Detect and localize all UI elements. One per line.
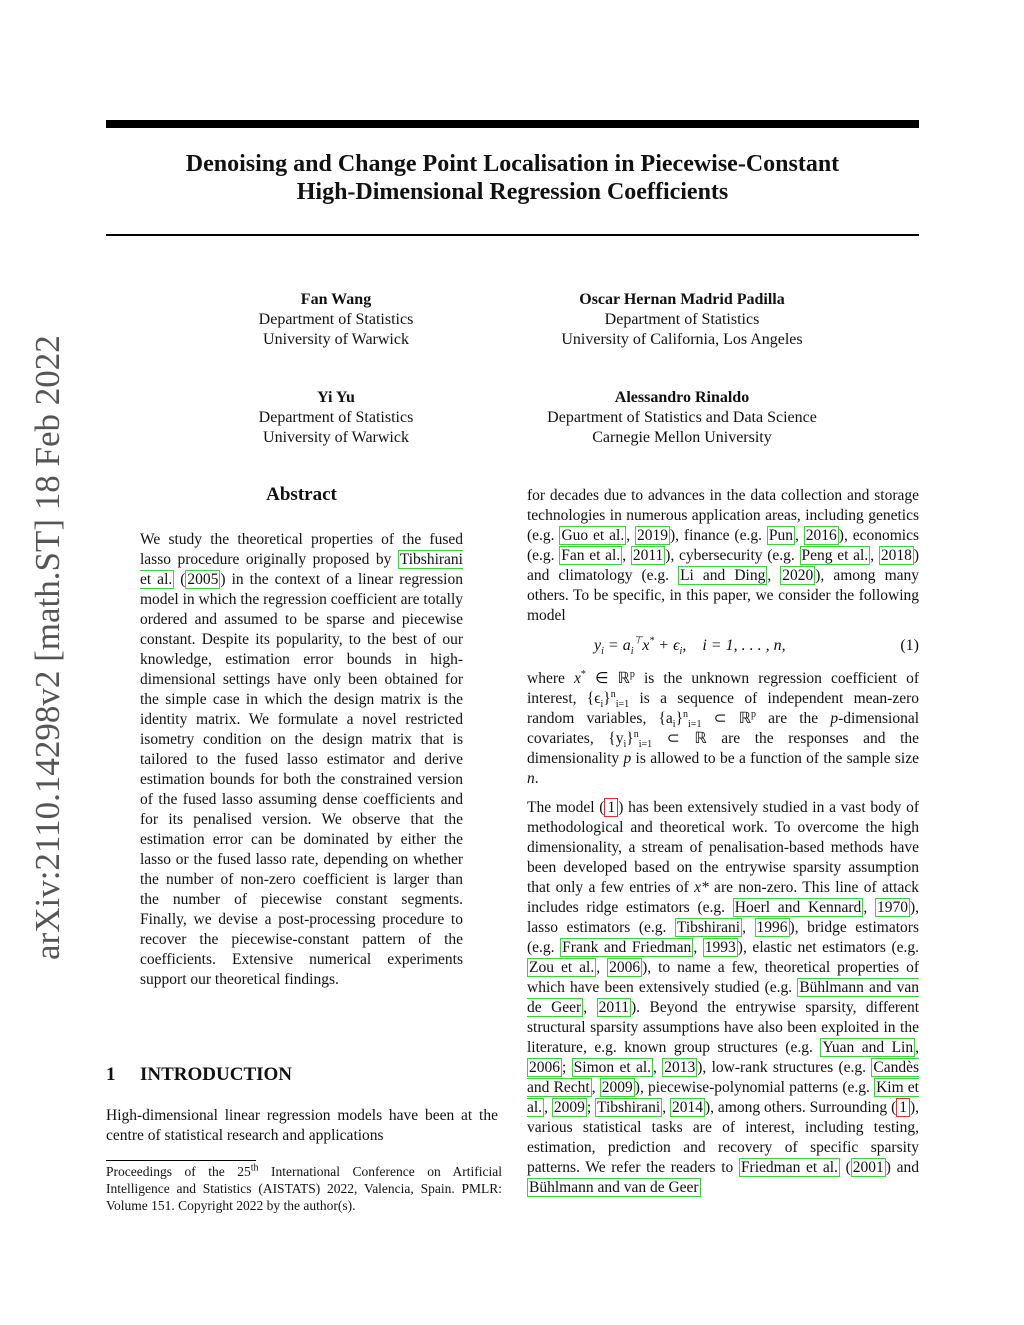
author-inst: University of California, Los Angeles — [561, 331, 803, 348]
body-text: ), among many others. To be specific, in this paper, we consider the following model — [527, 567, 920, 624]
paper-title — [106, 150, 919, 206]
citation-link[interactable]: Kim et al. — [527, 1079, 919, 1116]
citation-link[interactable]: Simon et al. — [573, 1059, 652, 1076]
citation-year-link[interactable]: 2018 — [880, 547, 912, 564]
title-line-1: Denoising and Change Point Localisation in Piecewise-Constant — [185, 151, 840, 177]
abstract-body: We study the theoretical properties of the fused lasso procedure originally proposed by Tibshirani et al. ( 2005 ) in the context of a linear regression model in which the regression coefficient are totally ordered and assumed to be sparse and piecewise constant. Despite its popularity, to the best of our knowledge, estimation error bounds in high-dimensional settings have only been obtained for the simple case in which the design matrix is the identity matrix. We formulate a novel restricted isometry condition on the design matrix that is tailored to the fused lasso estimator and derive estimation bounds for both the constrained version of the fused lasso assuming dense coefficients and for its penalised version. We observe that the estimation error can be dominated by either the lasso or the fused lasso rate, depending on whether the number of non-zero coefficient is larger than the number of piecewise constant segments. Finally, we devise a post-processing procedure to recover the piecewise-constant pattern of the coefficients. Extensive numerical experiments support our theoretical findings. — [140, 531, 463, 988]
footnote-rule — [106, 1160, 256, 1161]
body-text: ), finance (e.g. — [669, 527, 767, 544]
citation-year-link[interactable]: 2001 — [852, 1159, 884, 1176]
footnote-sup: th — [250, 1162, 259, 1174]
citation-year-link[interactable]: 1996 — [756, 919, 788, 936]
author-dept: Department of Statistics — [604, 311, 760, 328]
body-text: ), economics (e.g. — [527, 527, 920, 564]
citation-year-link[interactable]: 1993 — [704, 939, 736, 956]
footnote-text: Proceedings of the 25 — [106, 1164, 251, 1179]
citation-link[interactable]: Tibshirani — [676, 919, 741, 936]
col2-paragraph-1: for decades due to advances in the data collection and storage technologies in numerous application areas, including genetics (e.g. Guo et al. , 2019 ), finance (e.g. Pun , 2016 ), economics (e.g. Fan et al. , 2011 ), cybersecurity (e.g. Peng et al. , 2018 ) and climatology (e.g. Li and Ding , 2020 ), among many others. To be specific, in this paper, we consider the following model — [527, 487, 920, 624]
author-block — [512, 290, 852, 350]
citation-link[interactable]: Frank and Friedman — [562, 939, 692, 956]
citation-year-link[interactable]: 2014 — [672, 1099, 703, 1116]
citation-year-link[interactable]: 1970 — [876, 899, 908, 916]
citation-link[interactable]: Bühlmann and van de Geer — [527, 979, 919, 1016]
citation-year-link[interactable]: 2013 — [664, 1059, 696, 1076]
footnote-text: International Conference on Artificial Intelligence and Statistics (AISTATS) 2022, Valencia, Spain. PMLR: Volume 151. Copyright 2022 by the author(s). — [106, 1164, 502, 1213]
abstract-text: We study the theoretical properties of the fused lasso procedure originally proposed by — [140, 531, 463, 568]
author-name: Yi Yu — [317, 389, 355, 406]
citation-link[interactable]: Guo et al. — [561, 527, 625, 544]
author-dept: Department of Statistics and Data Science — [547, 409, 817, 426]
title-line-2: High-Dimensional Regression Coefficients — [296, 179, 729, 205]
citation-link[interactable]: Friedman et al. — [740, 1159, 838, 1176]
author-inst: University of Warwick — [263, 331, 409, 348]
equation-1 — [527, 637, 919, 659]
section-title: INTRODUCTION — [140, 1064, 293, 1085]
citation-year-link[interactable]: 2020 — [782, 567, 814, 584]
citation-link[interactable]: Fan et al. — [561, 547, 621, 564]
citation-link[interactable]: Bühlmann and van de Geer — [529, 1179, 699, 1196]
citation-link[interactable]: Li and Ding — [680, 567, 766, 584]
citation-year-link[interactable]: 2011 — [598, 999, 630, 1016]
body-text: for decades due to advances in the data collection and storage technologies in numerous application areas, including genetics (e.g. — [527, 487, 919, 544]
author-name: Fan Wang — [300, 291, 372, 308]
equation-body: $y_i = a_i^⊤x^* + \epsilon_i$, i = 1, . . . , n, — [594, 635, 786, 658]
equation-number: (1) — [900, 637, 919, 654]
author-name: Alessandro Rinaldo — [614, 389, 750, 406]
citation-year-link[interactable]: 2006 — [529, 1059, 560, 1076]
abstract-heading: Abstract — [266, 484, 337, 505]
title-bottom-rule — [106, 234, 919, 236]
body-text: ) and climatology (e.g. — [527, 547, 920, 584]
citation-year-link[interactable]: 2006 — [609, 959, 641, 976]
intro-paragraph: High-dimensional linear regression models have been at the centre of statistical research and applications — [106, 1107, 498, 1144]
author-name: Oscar Hernan Madrid Padilla — [579, 291, 785, 308]
citation-link[interactable]: Candès and Recht — [527, 1059, 920, 1096]
citation-year-link[interactable]: 2005 — [187, 571, 219, 588]
col2-paragraph-2: where x* ∈ ℝ$^p$ is the unknown regression coefficient of interest, $\{\epsilon_i\}^n_{i=1}$ is a sequence of independent mean-zero random variables, $\{a_i\}^n_{i=1}$ ⊂ ℝ$^p$ are the p-dimensional covariates, $\{y_i\}^n_{i=1}$ ⊂ ℝ are the responses and the dimensionality p is allowed to be a function of the sample size n. — [527, 668, 920, 787]
author-block — [186, 388, 486, 448]
author-dept: Department of Statistics — [258, 409, 414, 426]
citation-link[interactable]: Peng et al. — [801, 547, 869, 564]
equation-ref-link[interactable]: 1 — [604, 798, 618, 817]
section-number: 1 — [106, 1064, 116, 1085]
citation-link[interactable]: Tibshirani et al. — [140, 551, 463, 588]
author-inst: University of Warwick — [263, 429, 409, 446]
arxiv-sidebar-id: arXiv:2110.14298v2 [math.ST] 18 Feb 2022 — [28, 335, 67, 960]
citation-year-link[interactable]: 2009 — [601, 1079, 633, 1096]
citation-link[interactable]: Tibshirani — [597, 1099, 661, 1116]
citation-year-link[interactable]: 2011 — [632, 547, 664, 564]
col2-paragraph-3: The model ( 1 ) has been extensively studied in a vast body of methodological and theoretical work. To overcome the high dimensionality, a stream of penalisation-based methods have been developed based on the entrywise sparsity assumption that only a few entries of x* are non-zero. This line of attack includes ridge estimators (e.g. Hoerl and Kennard , 1970 ), lasso estimators (e.g. Tibshirani , 1996 ), bridge estimators (e.g. Frank and Friedman , 1993 ), elastic net estimators (e.g. Zou et al. , 2006 ), to name a few, theoretical properties of which have been extensively studied (e.g. Bühlmann and van de Geer , 2011 ). Beyond the entrywise sparsity, different structural sparsity assumptions have also been exploited in the literature, e.g. known group structures (e.g. Yuan and Lin , 2006 ; Simon et al. , 2013 ), low-rank structures (e.g. Candès and Recht , 2009 ), piecewise-polynomial patterns (e.g. Kim et al. , 2009 ; Tibshirani , 2014 ), among others. Surrounding ( 1 ), various statistical tasks are of interest, including testing, estimation, prediction and recovery of specific sparsity patterns. We refer the readers to Friedman et al. ( 2001 ) and Bühlmann and van de Geer — [527, 799, 920, 1196]
equation-ref-link[interactable]: 1 — [896, 1098, 910, 1117]
author-block — [186, 290, 486, 350]
citation-link[interactable]: Hoerl and Kennard — [734, 899, 862, 916]
citation-link[interactable]: Pun — [768, 527, 793, 544]
abstract-text: in the context of a linear regression model in which the regression coefficient are totally ordered and assumed to be sparse and piecewise constant. Despite its popularity, to the best of our knowledge, estimation error bounds in high-dimensional settings have only been obtained for the simple case in which the design matrix is the identity matrix. We formulate a novel restricted isometry condition on the design matrix that is tailored to the fused lasso estimator and derive estimation bounds for both the constrained version of the fused lasso assuming dense coefficients and for its penalised version. We observe that the estimation error can be dominated by either the lasso or the fused lasso rate, depending on whether the number of non-zero coefficient is larger than the number of piecewise constant segments. Finally, we devise a post-processing procedure to recover the piecewise-constant pattern of the coefficients. Extensive numerical experiments support our theoretical findings. — [140, 571, 463, 988]
author-inst: Carnegie Mellon University — [592, 429, 772, 446]
footnote — [106, 1163, 502, 1214]
body-text: ), cybersecurity (e.g. — [665, 547, 800, 564]
citation-year-link[interactable]: 2009 — [553, 1099, 585, 1116]
section-heading — [106, 1064, 506, 1086]
top-rule — [106, 120, 919, 128]
citation-link[interactable]: Yuan and Lin — [822, 1039, 914, 1056]
author-dept: Department of Statistics — [258, 311, 414, 328]
author-block — [512, 388, 852, 448]
citation-year-link[interactable]: 2016 — [805, 527, 837, 544]
citation-year-link[interactable]: 2019 — [636, 527, 668, 544]
citation-link[interactable]: Zou et al. — [529, 959, 595, 976]
